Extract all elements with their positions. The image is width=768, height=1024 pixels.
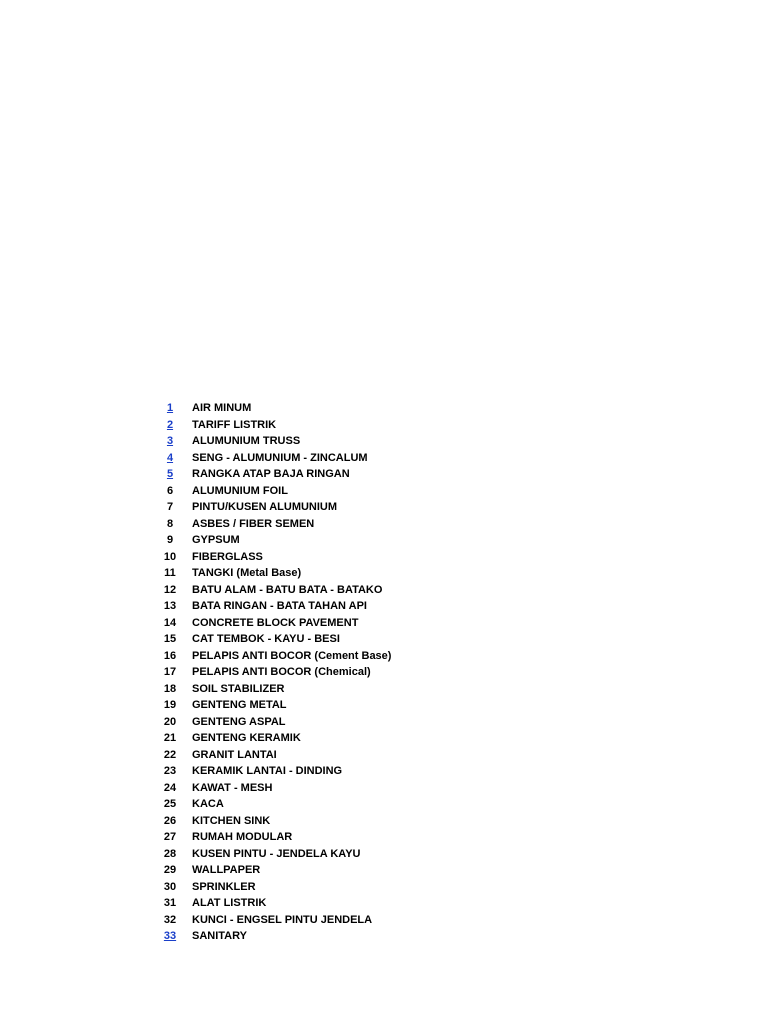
item-number: 9 bbox=[166, 534, 174, 546]
item-number: 28 bbox=[163, 847, 177, 860]
item-number-link[interactable]: 5 bbox=[166, 468, 174, 480]
item-number-link[interactable]: 4 bbox=[166, 451, 174, 464]
item-label: SANITARY bbox=[192, 930, 247, 942]
list-item bbox=[150, 813, 450, 830]
list-item bbox=[150, 664, 450, 681]
list-item bbox=[150, 417, 450, 434]
item-number: 25 bbox=[163, 798, 177, 810]
list-item bbox=[150, 879, 450, 896]
item-label: GENTENG METAL bbox=[192, 699, 287, 711]
list-item bbox=[150, 532, 450, 549]
item-label: GYPSUM bbox=[192, 534, 240, 546]
item-label: ASBES / FIBER SEMEN bbox=[192, 517, 315, 530]
item-label: CAT TEMBOK - KAYU - BESI bbox=[192, 633, 340, 645]
list-item bbox=[150, 466, 450, 483]
list-item bbox=[150, 516, 450, 533]
list-item bbox=[150, 780, 450, 797]
item-label: ALUMUNIUM TRUSS bbox=[192, 435, 301, 447]
item-number: 20 bbox=[163, 715, 177, 728]
list-item bbox=[150, 433, 450, 450]
list-item bbox=[150, 582, 450, 599]
item-label: TANGKI (Metal Base) bbox=[192, 567, 302, 579]
list-item bbox=[150, 648, 450, 665]
item-number: 10 bbox=[163, 550, 177, 563]
item-number: 12 bbox=[163, 583, 177, 596]
list-item bbox=[150, 615, 450, 632]
list-item bbox=[150, 730, 450, 747]
list-item bbox=[150, 549, 450, 566]
list-item bbox=[150, 846, 450, 863]
list-item bbox=[150, 400, 450, 417]
list-item bbox=[150, 697, 450, 714]
item-label: KAWAT - MESH bbox=[192, 781, 273, 794]
list-item bbox=[150, 499, 450, 516]
item-label: AIR MINUM bbox=[192, 402, 252, 414]
item-label: PINTU/KUSEN ALUMUNIUM bbox=[192, 501, 338, 513]
item-number: 7 bbox=[166, 501, 174, 513]
item-number: 18 bbox=[163, 682, 177, 695]
item-number: 13 bbox=[163, 600, 177, 612]
item-label: KACA bbox=[192, 798, 224, 810]
item-number: 32 bbox=[163, 913, 177, 926]
item-label: GRANIT LANTAI bbox=[192, 748, 277, 761]
item-number: 19 bbox=[163, 699, 177, 711]
list-item bbox=[150, 483, 450, 500]
list-item bbox=[150, 796, 450, 813]
item-number: 30 bbox=[163, 880, 177, 893]
item-label: KERAMIK LANTAI - DINDING bbox=[192, 765, 343, 777]
list-item bbox=[150, 565, 450, 582]
item-label: KITCHEN SINK bbox=[192, 814, 271, 827]
list-item bbox=[150, 747, 450, 764]
item-number: 29 bbox=[163, 864, 177, 876]
item-label: RANGKA ATAP BAJA RINGAN bbox=[192, 468, 350, 480]
item-label: GENTENG ASPAL bbox=[192, 715, 286, 728]
list-item bbox=[150, 450, 450, 467]
item-number: 14 bbox=[163, 616, 177, 629]
item-number: 6 bbox=[166, 484, 174, 497]
list-item bbox=[150, 829, 450, 846]
list-item bbox=[150, 862, 450, 879]
list-item bbox=[150, 714, 450, 731]
item-number: 22 bbox=[163, 748, 177, 761]
item-label: SOIL STABILIZER bbox=[192, 682, 285, 695]
item-number: 23 bbox=[163, 765, 177, 777]
item-label: PELAPIS ANTI BOCOR (Cement Base) bbox=[192, 649, 392, 662]
list-item bbox=[150, 681, 450, 698]
item-label: BATU ALAM - BATU BATA - BATAKO bbox=[192, 583, 383, 596]
list-item bbox=[150, 598, 450, 615]
list-item bbox=[150, 631, 450, 648]
list-item bbox=[150, 928, 450, 945]
item-label: GENTENG KERAMIK bbox=[192, 732, 301, 744]
item-number: 21 bbox=[163, 732, 177, 744]
item-label: SENG - ALUMUNIUM - ZINCALUM bbox=[192, 451, 368, 464]
item-number: 26 bbox=[163, 814, 177, 827]
item-number: 31 bbox=[163, 897, 177, 909]
item-number-link[interactable]: 1 bbox=[166, 402, 174, 414]
item-number: 27 bbox=[163, 831, 177, 843]
item-number: 16 bbox=[163, 649, 177, 662]
item-number: 24 bbox=[163, 781, 177, 794]
item-label: SPRINKLER bbox=[192, 880, 256, 893]
item-label: FIBERGLASS bbox=[192, 550, 263, 563]
list-item bbox=[150, 763, 450, 780]
item-label: KUSEN PINTU - JENDELA KAYU bbox=[192, 847, 361, 860]
item-number: 17 bbox=[163, 666, 177, 678]
item-label: TARIFF LISTRIK bbox=[192, 418, 277, 431]
item-number-link[interactable]: 3 bbox=[166, 435, 174, 447]
item-label: RUMAH MODULAR bbox=[192, 831, 293, 843]
material-list bbox=[150, 400, 450, 945]
item-number-link[interactable]: 2 bbox=[166, 418, 174, 431]
item-number: 15 bbox=[163, 633, 177, 645]
list-item bbox=[150, 912, 450, 929]
item-number: 11 bbox=[164, 567, 176, 579]
item-label: CONCRETE BLOCK PAVEMENT bbox=[192, 616, 359, 629]
item-number: 8 bbox=[166, 517, 174, 530]
item-label: ALUMUNIUM FOIL bbox=[192, 484, 288, 497]
item-number-link[interactable]: 33 bbox=[163, 930, 177, 942]
item-label: ALAT LISTRIK bbox=[192, 897, 267, 909]
item-label: PELAPIS ANTI BOCOR (Chemical) bbox=[192, 666, 371, 678]
item-label: BATA RINGAN - BATA TAHAN API bbox=[192, 600, 367, 612]
list-item bbox=[150, 895, 450, 912]
item-label: WALLPAPER bbox=[192, 864, 261, 876]
item-label: KUNCI - ENGSEL PINTU JENDELA bbox=[192, 913, 373, 926]
